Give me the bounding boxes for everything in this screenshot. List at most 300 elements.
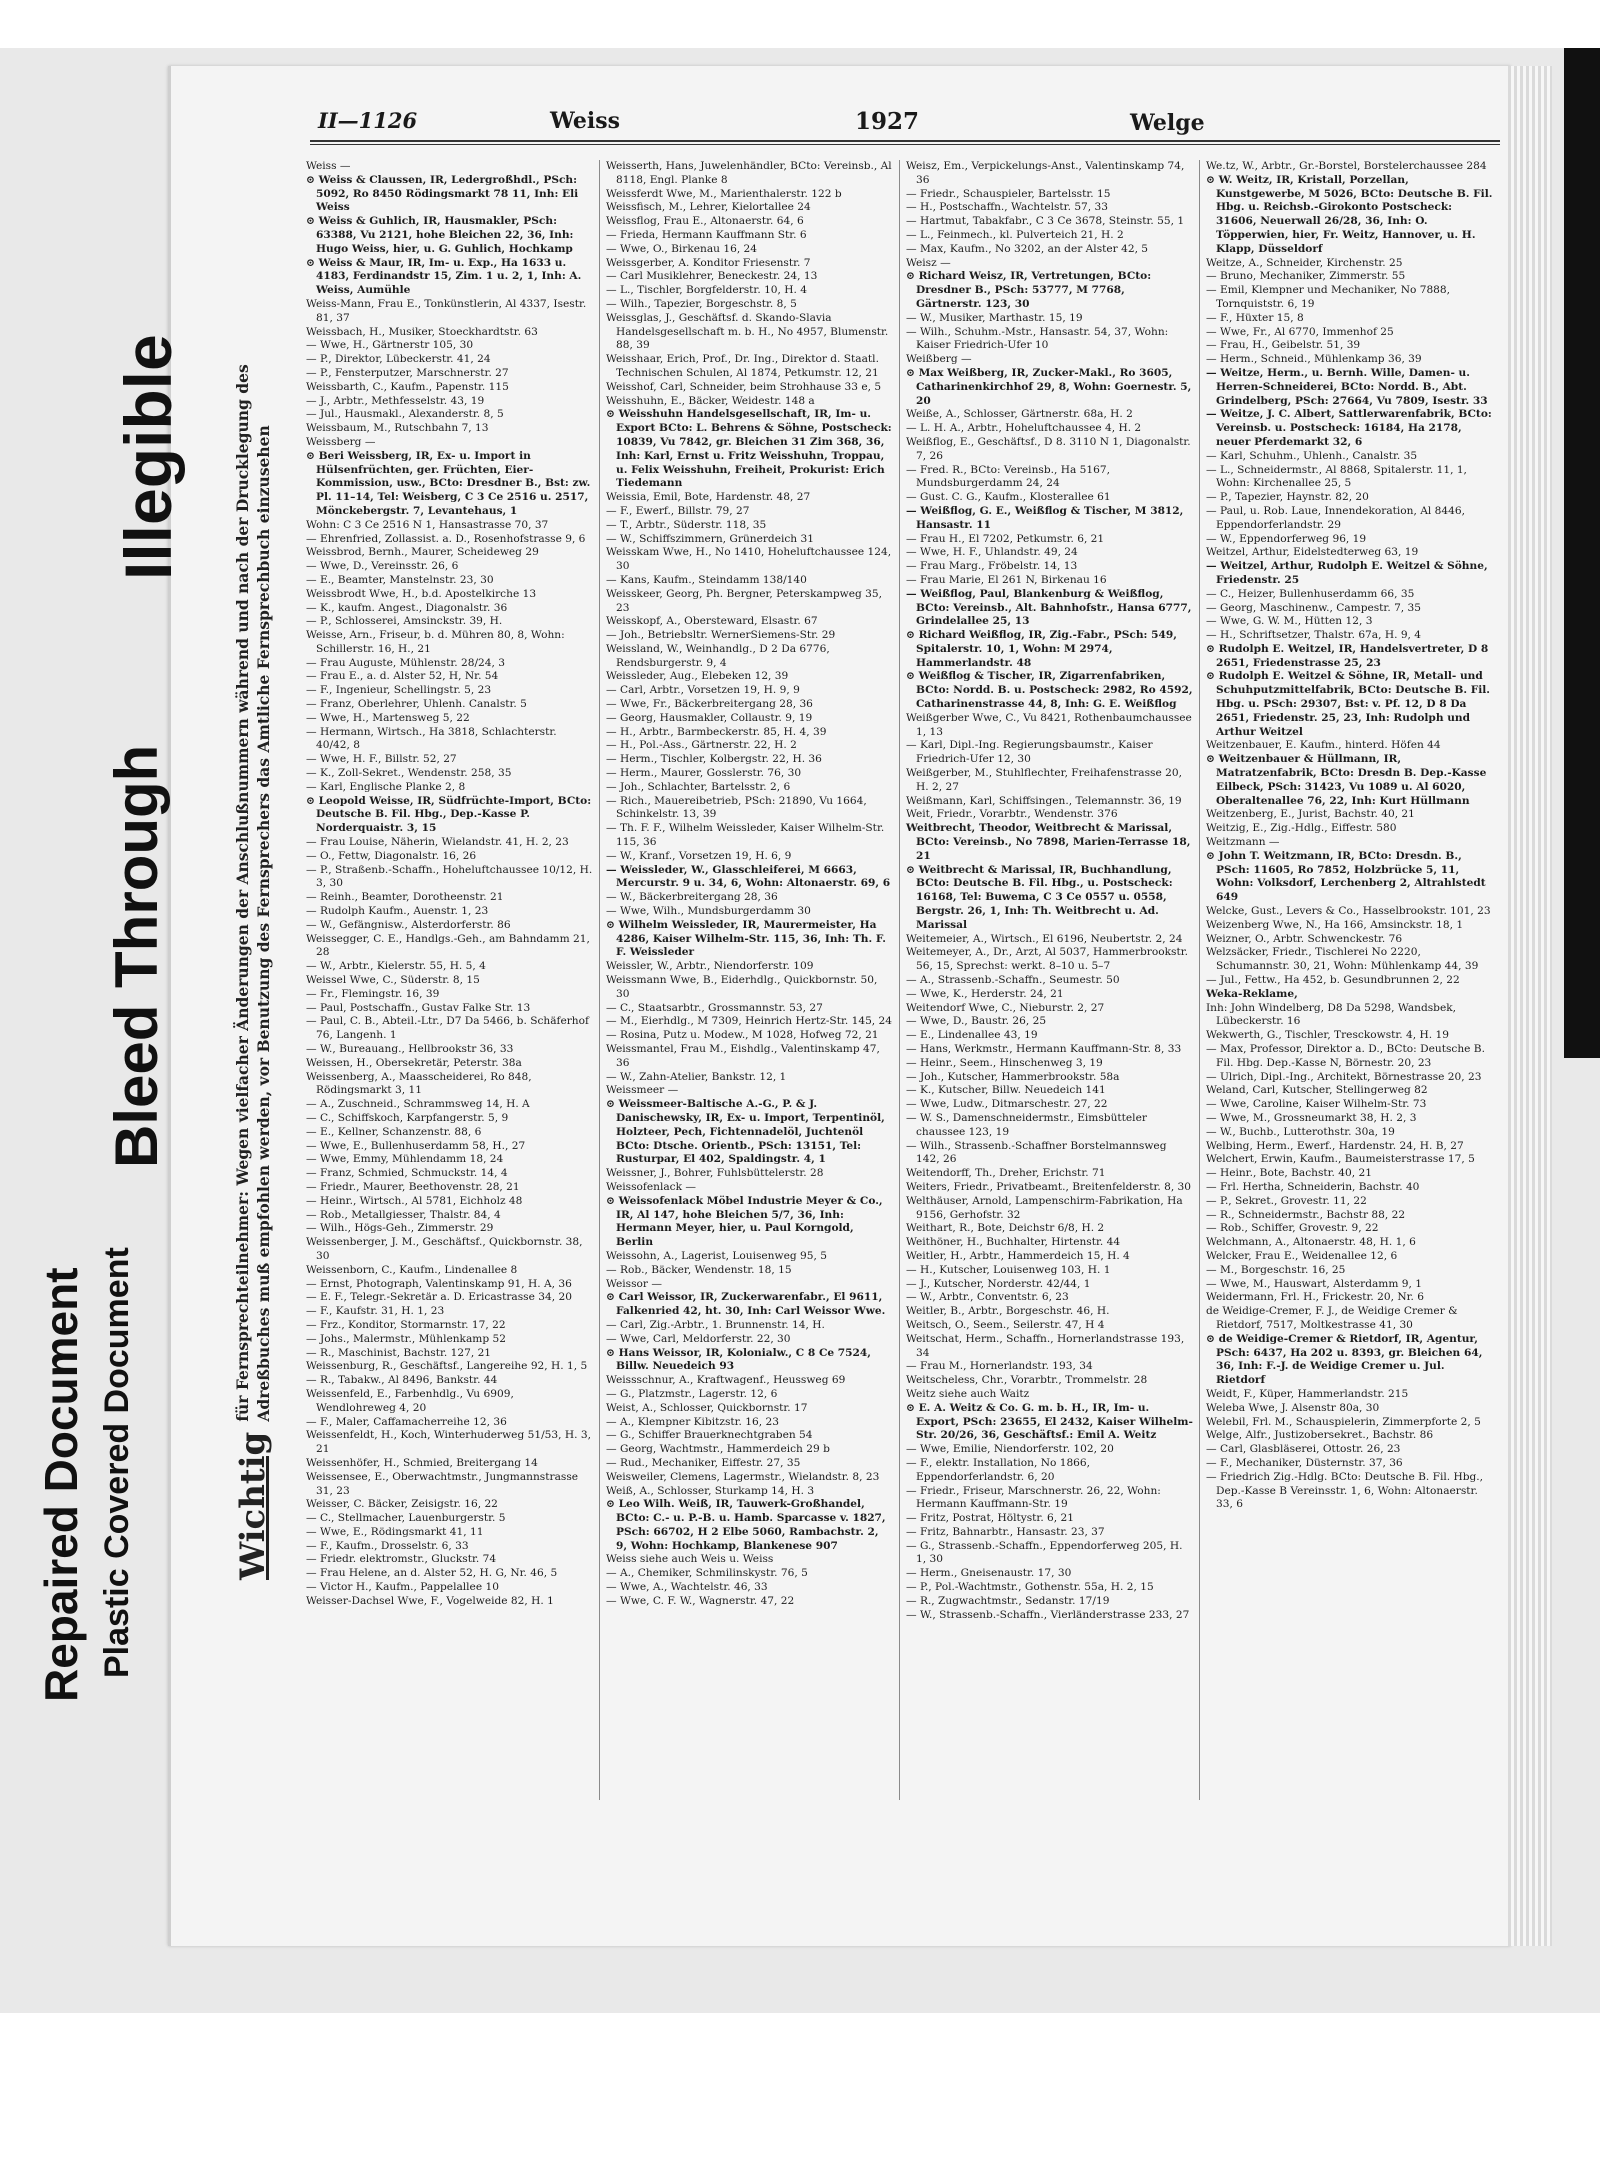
directory-entry: Weissbarth, C., Kaufm., Papenstr. 115 (306, 380, 509, 393)
directory-entry: Weissschnur, A., Kraftwagenf., Heussweg 69 (606, 1374, 846, 1387)
directory-entry: Weiss — (306, 160, 351, 172)
directory-entry: — Kans, Kaufm., Steindamm 138/140 (606, 573, 807, 586)
directory-entry: Weitemeier, A., Wirtsch., El 6196, Neubertstr. 2, 24 (906, 932, 1183, 945)
directory-entry: — Rob., Bäcker, Wendenstr. 18, 15 (606, 1263, 792, 1276)
directory-entry: — A., Strassenb.-Schaffn., Seumestr. 50 (906, 974, 1120, 987)
directory-entry: — W., Buchb., Lutterothstr. 30a, 19 (1206, 1125, 1395, 1138)
directory-entry: Weisz, Em., Verpickelungs-Anst., Valentinskamp 74, 36 (906, 160, 1185, 186)
directory-entry: — W., Strassenb.-Schaffn., Vierländerstrasse 233, 27 (906, 1608, 1190, 1621)
directory-entry: — Carl, Glasbläserei, Ottostr. 26, 23 (1206, 1443, 1401, 1456)
directory-entry: ⊙ Max Weißberg, IR, Zucker-Makl., Ro 3605, Catharinenkirchhof 29, 8, Wohn: Goernestr. 5, 20 (906, 366, 1192, 407)
directory-column-4 (1200, 160, 1500, 1800)
directory-entry: — F., Hüxter 15, 8 (1206, 311, 1304, 324)
directory-entry: Welebil, Frl. M., Schauspielerin, Zimmerpforte 2, 5 (1206, 1415, 1481, 1428)
directory-entry: — Rob., Metallgiesser, Thalstr. 84, 4 (306, 1208, 501, 1221)
directory-entry: — Wwe, D., Baustr. 26, 25 (906, 1015, 1047, 1028)
directory-entry: — Weitze, Herm., u. Bernh. Wille, Damen- u. Herren-Schneiderei, BCto: Nordd. B., Abt. Grindelberg, PSch: 27664, Vu 7809, Isestr. 33 (1206, 366, 1488, 407)
directory-entry: — F., Kaufm., Drosselstr. 6, 33 (306, 1539, 469, 1552)
directory-entry: Weisserth, Hans, Juwelenhändler, BCto: Vereinsb., Al 8118, Engl. Planke 8 (606, 160, 892, 186)
directory-entry: — Heinr., Bote, Bachstr. 40, 21 (1206, 1167, 1372, 1180)
directory-entry: — Frieda, Hermann Kauffmann Str. 6 (606, 228, 807, 241)
directory-entry: Weitendorf Wwe, C., Nieburstr. 2, 27 (906, 1001, 1105, 1014)
directory-entry: Weisshuhn, E., Bäcker, Weidestr. 148 a (606, 394, 815, 407)
directory-entry: — H., Pol.-Ass., Gärtnerstr. 22, H. 2 (606, 739, 797, 752)
directory-entry: Weitschat, Herm., Schaffn., Hornerlandstrasse 193, 34 (906, 1332, 1185, 1359)
annotation-plastic-covered: Plastic Covered Document (98, 1247, 136, 1678)
directory-entry: Weitzmann — (1206, 836, 1280, 849)
directory-entry: — Georg, Wachtmstr., Hammerdeich 29 b (606, 1443, 830, 1456)
directory-entry: Weissia, Emil, Bote, Hardenstr. 48, 27 (606, 491, 811, 504)
directory-entry: Weisskam Wwe, H., No 1410, Hoheluftchaussee 124, 30 (606, 546, 892, 573)
directory-entry: — Ulrich, Dipl.-Ing., Architekt, Börnestrasse 20, 23 (1206, 1070, 1482, 1083)
directory-entry: — Friedr., Maurer, Beethovenstr. 28, 21 (306, 1180, 520, 1193)
directory-entry: Weissbach, H., Musiker, Stoeckhardtstr. 63 (306, 325, 538, 338)
directory-entry: Weithart, R., Bote, Deichstr 6/8, H. 2 (906, 1222, 1105, 1235)
directory-column-3 (900, 160, 1200, 1800)
directory-entry: — Wwe, M., Grossneumarkt 38, H. 2, 3 (1206, 1111, 1417, 1124)
directory-entry: — Wwe, H., Martensweg 5, 22 (306, 711, 470, 724)
directory-entry: — Carl Musiklehrer, Beneckestr. 24, 13 (606, 270, 818, 283)
directory-entry: — Carl, Zig.-Arbtr., 1. Brunnenstr. 14, H. (606, 1318, 825, 1331)
directory-entry: — C., Staatsarbtr., Grossmannstr. 53, 27 (606, 1001, 823, 1014)
directory-entry: ⊙ John T. Weitzmann, IR, BCto: Dresdn. B., PSch: 11605, Ro 7852, Holzbrücke 5, 11, Wohn: Volksdorf, Lerchenberg 2, Altrahlstedt 649 (1206, 849, 1486, 904)
directory-entry: Weitler, H., Arbtr., Hammerdeich 15, H. 4 (906, 1249, 1130, 1262)
directory-entry: — K., Kutscher, Billw. Neuedeich 141 (906, 1084, 1106, 1097)
directory-entry: Weissbaum, M., Rutschbahn 7, 13 (306, 422, 489, 435)
directory-entry: — Wwe, E., Bullenhuserdamm 58, H., 27 (306, 1139, 526, 1152)
directory-entry: — Hans, Werkmstr., Hermann Kauffmann-Str. 8, 33 (906, 1043, 1182, 1055)
directory-entry: — Frau Marie, El 261 N, Birkenau 16 (906, 573, 1107, 586)
directory-entry: — Reinh., Beamter, Dorotheenstr. 21 (306, 891, 504, 904)
directory-entry: — E., Kellner, Schanzenstr. 88, 6 (306, 1125, 482, 1138)
directory-entry: Weidermann, Frl. H., Frickestr. 20, Nr. 6 (1206, 1291, 1425, 1304)
directory-entry: — Joh., Schlachter, Bartelsstr. 2, 6 (606, 780, 791, 793)
directory-entry: Weissor — (606, 1277, 662, 1290)
directory-entry: — Max, Professor, Direktor a. D., BCto: Deutsche B. Fil. Hbg. Dep.-Kasse N, Börnestr. 20, 23 (1206, 1043, 1485, 1069)
directory-entry: — Paul, C. B., Abteil.-Ltr., D7 Da 5466, b. Schäferhof 76, Langenh. 1 (306, 1015, 589, 1042)
directory-entry: — Rob., Schiffer, Grovestr. 9, 22 (1206, 1222, 1379, 1235)
directory-entry: Weisser, C. Bäcker, Zeisigstr. 16, 22 (306, 1498, 498, 1511)
directory-entry: — Heinr., Seem., Hinschenweg 3, 19 (906, 1056, 1103, 1069)
directory-entry: Weissenhöfer, H., Schmied, Breitergang 14 (306, 1456, 538, 1469)
directory-entry: — W., Musiker, Marthastr. 15, 19 (906, 311, 1083, 324)
directory-entry: Wohn: C 3 Ce 2516 N 1, Hansastrasse 70, 37 (306, 518, 549, 531)
directory-entry: — R., Maschinist, Bachstr. 127, 21 (306, 1346, 492, 1359)
directory-entry: Weizenberg Wwe, N., Ha 166, Amsinckstr. 18, 1 (1206, 918, 1464, 931)
page-stack-edge (1508, 66, 1552, 1946)
directory-entry: ⊙ Carl Weissor, IR, Zuckerwarenfabr., El 9611, Falkenried 42, ht. 30, Inh: Carl Weissor Wwe. (606, 1291, 886, 1318)
directory-entry: Weisweiler, Clemens, Lagermstr., Wielandstr. 8, 23 (606, 1470, 880, 1483)
directory-entry: — Max, Kaufm., No 3202, an der Alster 42, 5 (906, 242, 1149, 255)
directory-entry: — Wwe, G. W. M., Hütten 12, 3 (1206, 615, 1373, 628)
directory-entry: — Emil, Klempner und Mechaniker, No 7888, Tornquiststr. 6, 19 (1206, 284, 1451, 310)
directory-entry: Weissenfeld, E., Farbenhdlg., Vu 6909, Wendlohreweg 4, 20 (306, 1387, 514, 1414)
directory-entry: — G., Strassenb.-Schaffn., Eppendorferweg 205, H. 1, 30 (906, 1539, 1183, 1566)
directory-entry: — Wilh., Schuhm.-Mstr., Hansastr. 54, 37, Wohn: Kaiser Friedrich-Ufer 10 (906, 325, 1169, 352)
bottom-margin (0, 2013, 1600, 2177)
directory-entry: — Georg, Maschinenw., Campestr. 7, 35 (1206, 601, 1422, 614)
directory-entry: — Wwe, H. F., Uhlandstr. 49, 24 (906, 546, 1078, 559)
running-head-year: 1927 (855, 108, 920, 135)
directory-entry: Weißberg — (906, 353, 972, 366)
directory-entry: — Frau H., El 7202, Petkumstr. 6, 21 (906, 532, 1105, 545)
directory-entry: — F., Kaufstr. 31, H. 1, 23 (306, 1305, 445, 1318)
directory-entry: — Fritz, Bahnarbtr., Hansastr. 23, 37 (906, 1525, 1105, 1538)
directory-entry: Weissner, J., Bohrer, Fuhlsbüttelerstr. 28 (606, 1167, 824, 1180)
directory-entry: — L., Schneidermstr., Al 8868, Spitalerstr. 11, 1, Wohn: Kirchenallee 25, 5 (1206, 463, 1467, 490)
directory-column-1 (300, 160, 600, 1800)
directory-entry: ⊙ Richard Weißflog, IR, Zig.-Fabr., PSch: 549, Spitalerstr. 10, 1, Wohn: M 2974, Hammerlandstr. 48 (906, 629, 1177, 669)
directory-entry: — W., Schiffszimmern, Grünerdeich 31 (606, 532, 814, 545)
directory-entry: — Paul, Postschaffn., Gustav Falke Str. 13 (306, 1001, 531, 1014)
directory-entry: — Carl, Arbtr., Vorsetzen 19, H. 9, 9 (606, 684, 800, 697)
directory-entry: — Heinr., Wirtsch., Al 5781, Eichholz 48 (306, 1194, 523, 1207)
directory-entry: Weissferdt Wwe, M., Marienthalerstr. 122 b (606, 187, 842, 200)
directory-entry: — Fred. R., BCto: Vereinsb., Ha 5167, Mundsburgerdamm 24, 24 (906, 463, 1110, 490)
directory-entry: — G., Schiffer Brauerknechtgraben 54 (606, 1429, 813, 1442)
directory-entry: — Hartmut, Tabakfabr., C 3 Ce 3678, Steinstr. 55, 1 (906, 215, 1185, 228)
directory-entry: — Frau Auguste, Mühlenstr. 28/24, 3 (306, 656, 505, 669)
directory-entry: — Rud., Mechaniker, Eiffestr. 27, 35 (606, 1456, 801, 1469)
directory-entry: — Weitze, J. C. Albert, Sattlerwarenfabrik, BCto: Vereinsb. u. Postscheck: 16184, Ha 2178, neuer Pferdemarkt 32, 6 (1206, 408, 1492, 448)
directory-entry: — W., Arbtr., Conventstr. 6, 23 (906, 1291, 1069, 1304)
directory-entry: — Bruno, Mechaniker, Zimmerstr. 55 (1206, 270, 1406, 283)
directory-entry: Weissleder, Aug., Elebeken 12, 39 (606, 670, 789, 683)
directory-entry: — C., Stellmacher, Lauenburgerstr. 5 (306, 1512, 506, 1525)
directory-entry: — Weitzel, Arthur, Rudolph E. Weitzel & Söhne, Friedenstr. 25 (1206, 560, 1488, 586)
directory-entry: ⊙ Leopold Weisse, IR, Südfrüchte-Import, BCto: Deutsche B. Fil. Hbg., Dep.-Kasse P. Norderquaistr. 3, 15 (306, 794, 592, 835)
directory-entry: Weissfisch, M., Lehrer, Kielortallee 24 (606, 201, 811, 214)
directory-entry: — K., kaufm. Angest., Diagonalstr. 36 (306, 601, 508, 614)
directory-entry: ⊙ Weitzenbauer & Hüllmann, IR, Matratzenfabrik, BCto: Dresdn B. Dep.-Kasse Eilbeck, PSch: 31423, Vu 1089 u. Al 6020, Oberaltenallee 76, 22, Inh: Kurt Hüllmann (1206, 753, 1487, 807)
directory-entry: Weissglas, J., Geschäftsf. d. Skando-Slavia Handelsgesellschaft m. b. H., No 4957, Blumenstr. 88, 39 (606, 311, 889, 352)
directory-entry: — Joh., Kutscher, Hammerbrookstr. 58a (906, 1070, 1120, 1083)
directory-entry: Weitscheless, Chr., Vorarbtr., Trommelstr. 28 (906, 1374, 1148, 1387)
directory-entry: ⊙ Hans Weissor, IR, Kolonialw., C 8 Ce 7524, Billw. Neuedeich 93 (606, 1346, 871, 1373)
directory-entry: Weland, Carl, Kutscher, Stellingerweg 82 (1206, 1084, 1428, 1097)
directory-entry: ⊙ Weissmeer-Baltische A.-G., P. & J. Danischewsky, IR, Ex- u. Import, Terpentinöl, Holzteer, Pech, Fichtennadelöl, Juchtenöl BCto: Dtsche. Orientb., PSch: 13151, Tel: Rusturpar, El 402, Spaldingstr. 4, 1 (606, 1098, 885, 1166)
directory-entry: Weidt, F., Küper, Hammerlandstr. 215 (1206, 1387, 1409, 1400)
directory-entry: — R., Tabakw., Al 8496, Bankstr. 44 (306, 1374, 498, 1387)
directory-entry: — Herm., Schneid., Mühlenkamp 36, 39 (1206, 353, 1422, 366)
directory-entry: ⊙ Rudolph E. Weitzel & Söhne, IR, Metall- und Schuhputzmittelfabrik, BCto: Deutsche B. Fil. Hbg. u. PSch: 29307, Bst: v. Pf. 12, D 8 Da 2651, Friedenstr. 25, 23, Inh: Rudolph und Arthur Weitzel (1206, 670, 1490, 738)
directory-entry: ⊙ E. A. Weitz & Co. G. m. b. H., IR, Im- u. Export, PSch: 23655, El 2432, Kaiser Wilhelm-Str. 20/26, 36, Geschäftsf.: Emil A. Weitz (906, 1401, 1193, 1442)
page-number: II—1126 (318, 108, 418, 133)
directory-entry: ⊙ Richard Weisz, IR, Vertretungen, BCto: Dresdner B., PSch: 53777, M 7768, Gärtnerstr. 123, 30 (906, 270, 1152, 310)
directory-entry: — Joh., Betriebsltr. WernerSiemens-Str. 29 (606, 629, 836, 642)
directory-entry: — Karl, Englische Planke 2, 8 (306, 780, 466, 793)
directory-entry: — P., Schlosserei, Amsinckstr. 39, H. (306, 615, 503, 628)
directory-entry: — C., Schiffskoch, Karpfangerstr. 5, 9 (306, 1111, 509, 1124)
directory-entry: Weissland, W., Weinhandlg., D 2 Da 6776, Rendsburgerstr. 9, 4 (606, 642, 830, 669)
directory-entry: Welcker, Frau E., Weidenallee 12, 6 (1206, 1249, 1398, 1262)
directory-entry: — Wwe, Emmy, Mühlendamm 18, 24 (306, 1153, 504, 1166)
directory-entry: — P., Straßenb.-Schaffn., Hoheluftchaussee 10/12, H. 3, 30 (306, 863, 593, 890)
directory-entry: Weiss siehe auch Weis u. Weiss (606, 1553, 774, 1566)
directory-entry: — Weißflog, Paul, Blankenburg & Weißflog, BCto: Vereinsb., Alt. Bahnhofstr., Hansa 6777, Grindelallee 25, 13 (906, 587, 1192, 628)
directory-entry: Weissenborn, C., Kaufm., Lindenallee 8 (306, 1263, 518, 1276)
directory-entry: — Frz., Konditor, Stormarnstr. 17, 22 (306, 1318, 506, 1331)
directory-entry: — Frl. Hertha, Schneiderin, Bachstr. 40 (1206, 1180, 1420, 1193)
directory-entry: Weiters, Friedr., Privatbeamt., Breitenfelderstr. 8, 30 (906, 1180, 1192, 1193)
directory-entry: — Friedrich Zig.-Hdlg. BCto: Deutsche B. Fil. Hbg., Dep.-Kasse B Vereinsstr. 1, 6, Wohn: Altonaerstr. 33, 6 (1206, 1470, 1484, 1511)
directory-entry: — Victor H., Kaufm., Pappelallee 10 (306, 1581, 499, 1594)
directory-entry: — E., Lindenallee 43, 19 (906, 1029, 1038, 1042)
directory-entry: — Frau E., a. d. Alster 52, H, Nr. 54 (306, 670, 499, 683)
directory-entry: ⊙ Weitbrecht & Marissal, IR, Buchhandlung, BCto: Deutsche B. Fil. Hbg., u. Postscheck: 16168, Tel: Buwema, C 3 Ce 0557 u. 0558, Bergstr. 26, 1, Inh: Th. Weitbrecht u. Ad. Marissal (906, 863, 1173, 931)
telephone-notice (232, 290, 274, 1580)
directory-entry: ⊙ Rudolph E. Weitzel, IR, Handelsvertreter, D 8 2651, Friedenstrasse 25, 23 (1206, 642, 1489, 669)
directory-entry: — Gust. C. G., Kaufm., Klosterallee 61 (906, 491, 1111, 504)
directory-entry: ⊙ de Weidige-Cremer & Rietdorf, IR, Agentur, PSch: 6437, Ha 202 u. 8393, gr. Bleichen 64, 36, Inh: F.-J. de Weidige Cremer u. Jul. Rietdorf (1206, 1332, 1483, 1387)
directory-entry: Weitz siehe auch Waitz (906, 1387, 1030, 1400)
directory-entry: — K., Zoll-Sekret., Wendenstr. 258, 35 (306, 767, 512, 780)
directory-entry: Weißgerber Wwe, C., Vu 8421, Rothenbaumchaussee 1, 13 (906, 711, 1192, 738)
directory-entry: — Hermann, Wirtsch., Ha 3818, Schlachterstr. 40/42, 8 (306, 725, 557, 752)
directory-entry: — P., Tapezier, Haynstr. 82, 20 (1206, 491, 1369, 504)
directory-entry: de Weidige-Cremer, F. J., de Weidige Cremer & Rietdorf, 7517, Moltkestrasse 41, 30 (1206, 1305, 1458, 1331)
directory-entry: — L., Tischler, Borgfelderstr. 10, H. 4 (606, 284, 807, 297)
directory-entry: — Wilh., Högs-Geh., Zimmerstr. 29 (306, 1222, 494, 1235)
directory-entry: — Wwe, D., Vereinsstr. 26, 6 (306, 560, 459, 573)
directory-entry: ⊙ Weiss & Guhlich, IR, Hausmakler, PSch: 63388, Vu 2121, hohe Bleichen 22, 36, Inh: Hugo Weiss, hier, u. G. Guhlich, Hochkamp (306, 215, 574, 255)
directory-entry: ⊙ Leo Wilh. Weiß, IR, Tauwerk-Großhandel, BCto: C.- u. P.-B. u. Hamb. Sparcasse v. 1827, PSch: 66702, H 2 Elbe 5060, Rambachstr. 2, 9, Wohn: Hochkamp, Blankenese 907 (606, 1498, 886, 1552)
directory-entry: Weissmeer — (606, 1084, 679, 1097)
directory-entry: — L. H. A., Arbtr., Hoheluftchaussee 4, H. 2 (906, 422, 1142, 435)
directory-entry: Weleba Wwe, J. Alsenstr 80a, 30 (1206, 1401, 1380, 1414)
directory-entry: — W., Arbtr., Kielerstr. 55, H. 5, 4 (306, 960, 486, 973)
directory-entry: — Jul., Fettw., Ha 452, b. Gesundbrunnen 2, 22 (1206, 974, 1460, 987)
directory-entry: Weissflog, Frau E., Altonaerstr. 64, 6 (606, 215, 804, 228)
directory-entry: Weka-Reklame, (1206, 987, 1298, 1000)
directory-entry: — E., Beamter, Manstelnstr. 23, 30 (306, 573, 494, 586)
annotation-bleed-through: Bleed Through (103, 744, 170, 1168)
directory-entry: Weißflog, E., Geschäftsf., D 8. 3110 N 1, Diagonalstr. 7, 26 (906, 435, 1191, 462)
directory-entry: — H., Postschaffn., Wachtelstr. 57, 33 (906, 201, 1109, 214)
directory-entry: — P., Direktor, Lübeckerstr. 41, 24 (306, 353, 491, 366)
directory-entry: — Wwe, Caroline, Kaiser Wilhelm-Str. 73 (1206, 1098, 1427, 1111)
directory-entry: — M., Borgeschstr. 16, 25 (1206, 1263, 1346, 1276)
directory-entry: Wekwerth, G., Tischler, Tresckowstr. 4, H. 19 (1206, 1029, 1449, 1042)
notice-text: für Fernsprechteilnehmer: Wegen vielfacher Änderungen der Anschlußnummern während und nach der Drucklegung des Adreßbuches muß empfohlen werden, vor Benutzung des Fernsprechers das Amtliche Fernsprechbuch einzusehen (233, 364, 273, 1422)
directory-entry: ⊙ Wilhelm Weissleder, IR, Maurermeister, Ha 4286, Kaiser Wilhelm-Str. 115, 36, Inh: Th. F. F. Weissleder (606, 918, 886, 959)
directory-entry: Weissen, H., Obersekretär, Peterstr. 38a (306, 1056, 522, 1069)
directory-entry: — Fritz, Postrat, Höltystr. 6, 21 (906, 1512, 1075, 1525)
directory-entry: — W., Bäckerbreitergang 28, 36 (606, 891, 778, 904)
scanner-black-edge (1564, 48, 1600, 1058)
directory-entry: Weisshof, Carl, Schneider, beim Strohhause 33 e, 5 (606, 380, 882, 393)
directory-entry: Weiße, A., Schlosser, Gärtnerstr. 68a, H. 2 (906, 408, 1133, 421)
directory-entry: — Ernst, Photograph, Valentinskamp 91, H. A, 36 (306, 1277, 572, 1290)
directory-entry: — Wilh., Tapezier, Borgeschstr. 8, 5 (606, 297, 797, 310)
directory-entry: — Friedr., Friseur, Marschnerstr. 26, 22, Wohn: Hermann Kauffmann-Str. 19 (906, 1484, 1161, 1511)
directory-entry: — R., Zugwachtmstr., Sedanstr. 17/19 (906, 1594, 1110, 1607)
directory-column-2 (600, 160, 900, 1800)
directory-entry: — E. F., Telegr.-Sekretär a. D. Ericastrasse 34, 20 (306, 1291, 572, 1304)
directory-entry: ⊙ Weiss & Maur, IR, Im- u. Exp., Ha 1633 u. 4183, Ferdinandstr 15, Zim. 1 u. 2, 1, Inh: A. Weiss, Aumühle (306, 256, 582, 297)
directory-entry: ⊙ W. Weitz, IR, Kristall, Porzellan, Kunstgewerbe, M 5026, BCto: Deutsche B. Fil. Hbg. u. Reichsb.-Girokonto Postscheck: 31606, Neuerwall 26/28, 36, Inh: O. Töpperwien, hier, Fr. Weitz, Hannover, u. H. Klapp, Düsseldorf (1206, 173, 1493, 255)
directory-entry: — W. S., Damenschneidermstr., Eimsbütteler chaussee 123, 19 (906, 1111, 1147, 1138)
directory-entry: Weissel Wwe, C., Süderstr. 8, 15 (306, 974, 480, 987)
directory-entry: — H., Schriftsetzer, Thalstr. 67a, H. 9, 4 (1206, 629, 1422, 642)
directory-entry: — J., Kutscher, Norderstr. 42/44, 1 (906, 1277, 1091, 1290)
directory-entry: Weissmantel, Frau M., Eishdlg., Valentinskamp 47, 36 (606, 1043, 880, 1069)
directory-entry: — C., Heizer, Bullenhuserdamm 66, 35 (1206, 587, 1415, 600)
directory-entry: Weitzel, Arthur, Eidelstedterweg 63, 19 (1206, 546, 1419, 559)
directory-entry: Weisser-Dachsel Wwe, F., Vogelweide 82, H. 1 (306, 1594, 554, 1607)
directory-entry: — Wwe, Emilie, Niendorferstr. 102, 20 (906, 1443, 1114, 1456)
directory-entry: Weissler, W., Arbtr., Niendorferstr. 109 (606, 960, 814, 973)
directory-entry: — Karl, Schuhm., Uhlenh., Canalstr. 35 (1206, 449, 1418, 462)
directory-entry: Welzsäcker, Friedr., Tischlerei No 2220, Schumannstr. 30, 21, Wohn: Mühlenkamp 44, 39 (1206, 946, 1479, 973)
directory-entry: Weist, A., Schlosser, Quickbornstr. 17 (606, 1401, 808, 1414)
directory-entry: Welchmann, A., Altonaerstr. 48, H. 1, 6 (1206, 1236, 1416, 1249)
directory-entry: — A., Klempner Kibitzstr. 16, 23 (606, 1415, 779, 1428)
directory-entry: — Friedr., Schauspieler, Bartelsstr. 15 (906, 187, 1111, 200)
directory-entry: Welge, Alfr., Justizobersekret., Bachstr. 86 (1206, 1429, 1434, 1442)
directory-entry: — Weißflog, G. E., Weißflog & Tischer, M 3812, Hansastr. 11 (906, 504, 1184, 531)
directory-entry: — Herm., Tischler, Kolbergstr. 22, H. 36 (606, 753, 822, 766)
directory-entry: — Paul, u. Rob. Laue, Innendekoration, Al 8446, Eppendorferlandstr. 29 (1206, 504, 1465, 531)
directory-entry: — O., Fettw, Diagonalstr. 16, 26 (306, 849, 477, 862)
directory-entry: — M., Eierhdlg., M 7309, Heinrich Hertz-Str. 145, 24 (606, 1015, 893, 1028)
directory-entry: — Rich., Mauereibetrieb, PSch: 21890, Vu 1664, Schinkelstr. 13, 39 (606, 794, 867, 821)
directory-entry: — F., Ingenieur, Schellingstr. 5, 23 (306, 684, 492, 697)
directory-entry: Weißmann, Karl, Schiffsingen., Telemannstr. 36, 19 (906, 794, 1182, 807)
directory-entry: — Wwe, A., Wachtelstr. 46, 33 (606, 1581, 768, 1594)
directory-entry: — Wwe, Wilh., Mundsburgerdamm 30 (606, 905, 811, 918)
directory-entry: Welchert, Erwin, Kaufm., Baumeisterstrasse 17, 5 (1206, 1153, 1475, 1166)
directory-entry: Weisskeer, Georg, Ph. Bergner, Peterskampweg 35, 23 (606, 587, 882, 614)
header-rule (310, 140, 1500, 145)
directory-entry: — F., Mechaniker, Düsternstr. 37, 36 (1206, 1456, 1403, 1469)
directory-entry: — Rudolph Kaufm., Auenstr. 1, 23 (306, 905, 489, 918)
directory-entry: — J., Arbtr., Methfesselstr. 43, 19 (306, 394, 485, 407)
directory-entry: Weissensee, E., Oberwachtmstr., Jungmannstrasse 31, 23 (306, 1470, 579, 1497)
directory-entry: — W., Eppendorferweg 96, 19 (1206, 532, 1367, 545)
directory-entry: Weissohn, A., Lagerist, Louisenweg 95, 5 (606, 1249, 827, 1262)
directory-entry: — Weissleder, W., Glasschleiferei, M 6663, Mercurstr. 9 u. 34, 6, Wohn: Altonaerstr. 69, 6 (606, 863, 891, 890)
directory-entry: Weitendorff, Th., Dreher, Erichstr. 71 (906, 1167, 1106, 1180)
directory-entry: — Th. F. F., Wilhelm Weissleder, Kaiser Wilhelm-Str. 115, 36 (606, 822, 885, 849)
directory-entry: Weiss-Mann, Frau E., Tonkünstlerin, Al 4337, Isestr. 81, 37 (306, 297, 587, 324)
directory-entry: Weissenfeldt, H., Koch, Winterhuderweg 51/53, H. 3, 21 (306, 1429, 591, 1456)
directory-entry: ⊙ Beri Weissberg, IR, Ex- u. Import in Hülsenfrüchten, ger. Früchten, Eier-Kommission, usw., BCto: Dresdner B., Bst: zw. Pl. 11–14, Tel: Weisberg, C 3 Ce 2516 u. 2517, Mönckebergstr. 7, Levantehaus, 1 (306, 449, 591, 517)
annotation-repaired: Repaired Document (35, 1267, 87, 1702)
directory-entry: Weizner, O., Arbtr. Schwenckestr. 76 (1206, 932, 1403, 945)
directory-entry: Weisshaar, Erich, Prof., Dr. Ing., Direktor d. Staatl. Technischen Schulen, Al 1874, Petkumstr. 12, 21 (606, 353, 879, 379)
directory-entry: — W., Kranf., Vorsetzen 19, H. 6, 9 (606, 849, 792, 862)
directory-entry: — W., Bureauang., Hellbrookstr 36, 33 (306, 1043, 514, 1055)
running-head-left: Weiss (550, 108, 621, 134)
directory-entry: — Wwe, O., Birkenau 16, 24 (606, 242, 758, 255)
directory-entry: Weissenburg, R., Geschäftsf., Langereihe 92, H. 1, 5 (306, 1360, 588, 1373)
directory-entry: Weissbrod, Bernh., Maurer, Scheideweg 29 (306, 546, 539, 559)
directory-entry: — H., Arbtr., Barmbeckerstr. 85, H. 4, 39 (606, 725, 827, 738)
directory-entry: — F., Maler, Caffamacherreihe 12, 36 (306, 1415, 507, 1428)
directory-entry: — Wwe, Ludw., Ditmarschestr. 27, 22 (906, 1098, 1108, 1111)
notice-lead: Wichtig (233, 1431, 273, 1580)
directory-entry: ⊙ Weiss & Claussen, IR, Ledergroßhdl., PSch: 5092, Ro 8450 Rödingsmarkt 78 11, Inh: Eli Weiss (306, 173, 579, 214)
directory-entry: Weithöner, H., Buchhalter, Hirtenstr. 44 (906, 1236, 1121, 1249)
directory-entry: ⊙ Weisshuhn Handelsgesellschaft, IR, Im- u. Export BCto: L. Behrens & Söhne, Postscheck: 10839, Vu 7842, gr. Bleichen 31 Zim 368, 36, Inh: Karl, Ernst u. Fritz Weisshuhn, Troppau, u. Felix Weisshuhn, Freiheit, Prokurist: Erich Tiedemann (606, 408, 892, 490)
directory-entry: — P., Fensterputzer, Marschnerstr. 27 (306, 366, 509, 379)
directory-entry: — Ehrenfried, Zollassist. a. D., Rosenhofstrasse 9, 6 (306, 532, 586, 545)
directory-entry: Weisz — (906, 256, 951, 269)
directory-entry: Weitzig, E., Zig.-Hdlg., Eiffestr. 580 (1206, 822, 1397, 835)
directory-entry: Welthäuser, Arnold, Lampenschirm-Fabrikation, Ha 9156, Gerhofstr. 32 (906, 1194, 1183, 1221)
directory-entry: Weissgerber, A. Konditor Friesenstr. 7 (606, 256, 811, 269)
directory-entry: — Franz, Oberlehrer, Uhlenh. Canalstr. 5 (306, 698, 527, 711)
directory-entry: — Wwe, C. F. W., Wagnerstr. 47, 22 (606, 1594, 795, 1607)
directory-entry: Inh: John Windelberg, D8 Da 5298, Wandsbek, Lübeckerstr. 16 (1206, 1001, 1457, 1028)
directory-entry: Weissegger, C. E., Handlgs.-Geh., am Bahndamm 21, 28 (306, 932, 590, 959)
directory-entry: — Wwe, H. F., Billstr. 52, 27 (306, 753, 457, 766)
directory-entry: — L., Feinmech., kl. Pulverteich 21, H. 2 (906, 228, 1124, 241)
directory-entry: — Wwe, M., Hauswart, Alsterdamm 9, 1 (1206, 1277, 1422, 1290)
directory-entry: — Rosina, Putz u. Modew., M 1028, Hofweg 72, 21 (606, 1029, 879, 1042)
directory-entry: Weitzenbauer, E. Kaufm., hinterd. Höfen 44 (1206, 739, 1441, 752)
directory-entry: Weitemeyer, A., Dr., Arzt, Al 5037, Hammerbrookstr. 56, 15, Sprechst: werkt. 8–10 u. 5–7 (906, 946, 1189, 973)
directory-entry: Welbing, Herm., Ewerf., Hardenstr. 24, H. B, 27 (1206, 1139, 1464, 1152)
directory-entry: Weitsch, O., Seem., Seilerstr. 47, H 4 (906, 1318, 1105, 1331)
directory-entry: — Wwe, K., Herderstr. 24, 21 (906, 987, 1064, 1000)
directory-entry: — W., Zahn-Atelier, Bankstr. 12, 1 (606, 1070, 787, 1083)
directory-entry: — Jul., Hausmakl., Alexanderstr. 8, 5 (306, 408, 504, 421)
directory-entry: Weitbrecht, Theodor, Weitbrecht & Marissal, BCto: Vereinsb., No 7898, Marien-Terrasse 18, 21 (906, 822, 1191, 862)
directory-entry: ⊙ Weissofenlack Möbel Industrie Meyer & Co., IR, Al 147, hohe Bleichen 5/7, 36, Inh: Hermann Meyer, hier, u. Paul Korngold, Berlin (606, 1194, 883, 1249)
directory-entry: — Franz, Schmied, Schmuckstr. 14, 4 (306, 1167, 508, 1180)
directory-entry: — Herm., Maurer, Gosslerstr. 76, 30 (606, 767, 802, 780)
directory-entry: — W., Gefängnisw., Alsterdorferstr. 86 (306, 918, 511, 931)
directory-entry: Weissbrodt Wwe, H., b.d. Apostelkirche 13 (306, 587, 537, 600)
directory-entry: Welcke, Gust., Levers & Co., Hasselbrookstr. 101, 23 (1206, 905, 1491, 918)
directory-entry: — Johs., Malermstr., Mühlenkamp 52 (306, 1332, 506, 1345)
directory-entry: — P., Sekret., Grovestr. 11, 22 (1206, 1194, 1367, 1207)
directory-entry: — Fr., Flemingstr. 16, 39 (306, 987, 440, 1000)
directory-entry: Weißgerber, M., Stuhlflechter, Freihafenstrasse 20, H. 2, 27 (906, 767, 1182, 793)
directory-entry: Weitze, A., Schneider, Kirchenstr. 25 (1206, 256, 1403, 269)
directory-entry: ⊙ Weißflog & Tischer, IR, Zigarrenfabriken, BCto: Nordd. B. u. Postscheck: 2982, Ro 4592, Catharinenstrasse 44, 8, Inh: G. E. Weißflog (906, 670, 1193, 711)
directory-entry: — G., Platzmstr., Lagerstr. 12, 6 (606, 1387, 778, 1400)
directory-entry: — F., elektr. Installation, No 1866, Eppendorferlandstr. 6, 20 (906, 1456, 1091, 1483)
directory-columns (300, 160, 1500, 1800)
directory-entry: — Wilh., Strassenb.-Schaffner Borstelmannsweg 142, 26 (906, 1139, 1167, 1166)
directory-entry: — Karl, Dipl.-Ing. Regierungsbaumstr., Kaiser Friedrich-Ufer 12, 30 (906, 739, 1153, 766)
directory-entry: Weissenberger, J. M., Geschäftsf., Quickbornstr. 38, 30 (306, 1236, 583, 1262)
directory-entry: — A., Chemiker, Schmilinskystr. 76, 5 (606, 1567, 808, 1580)
directory-entry: We.tz, W., Arbtr., Gr.-Borstel, Borstelerchaussee 284 (1206, 160, 1487, 172)
directory-entry: Weisse, Arn., Friseur, b. d. Mühren 80, 8, Wohn: Schillerstr. 16, H., 21 (306, 629, 565, 655)
directory-entry: Weit, Friedr., Vorarbtr., Wendenstr. 376 (906, 808, 1118, 821)
directory-entry: Weitler, B., Arbtr., Borgeschstr. 46, H. (906, 1305, 1110, 1318)
directory-entry: — Wwe, Fr., Al 6770, Immenhof 25 (1206, 325, 1394, 338)
directory-entry: Weissofenlack — (606, 1180, 696, 1193)
annotation-illegible: Illegible (111, 334, 185, 580)
directory-entry: Weissberg — (306, 435, 376, 448)
directory-entry: Weissmann Wwe, B., Eiderhdlg., Quickbornstr. 50, 30 (606, 974, 878, 1000)
directory-entry: — Wwe, Carl, Meldorferstr. 22, 30 (606, 1332, 791, 1345)
directory-entry: — Frau M., Hornerlandstr. 193, 34 (906, 1360, 1093, 1373)
directory-entry: — H., Kutscher, Louisenweg 103, H. 1 (906, 1263, 1111, 1276)
directory-entry: Weitzenberg, E., Jurist, Bachstr. 40, 21 (1206, 808, 1415, 821)
directory-entry: Weisskopf, A., Obersteward, Elsastr. 67 (606, 615, 818, 628)
directory-entry: — Herm., Gneisenaustr. 17, 30 (906, 1567, 1072, 1580)
directory-entry: — R., Schneidermstr., Bachstr 88, 22 (1206, 1208, 1406, 1221)
directory-entry: — Wwe, H., Gärtnerstr 105, 30 (306, 339, 474, 352)
directory-entry: — Frau Louise, Näherin, Wielandstr. 41, H. 2, 23 (306, 836, 569, 849)
directory-entry: — Frau Marg., Fröbelstr. 14, 13 (906, 560, 1078, 573)
